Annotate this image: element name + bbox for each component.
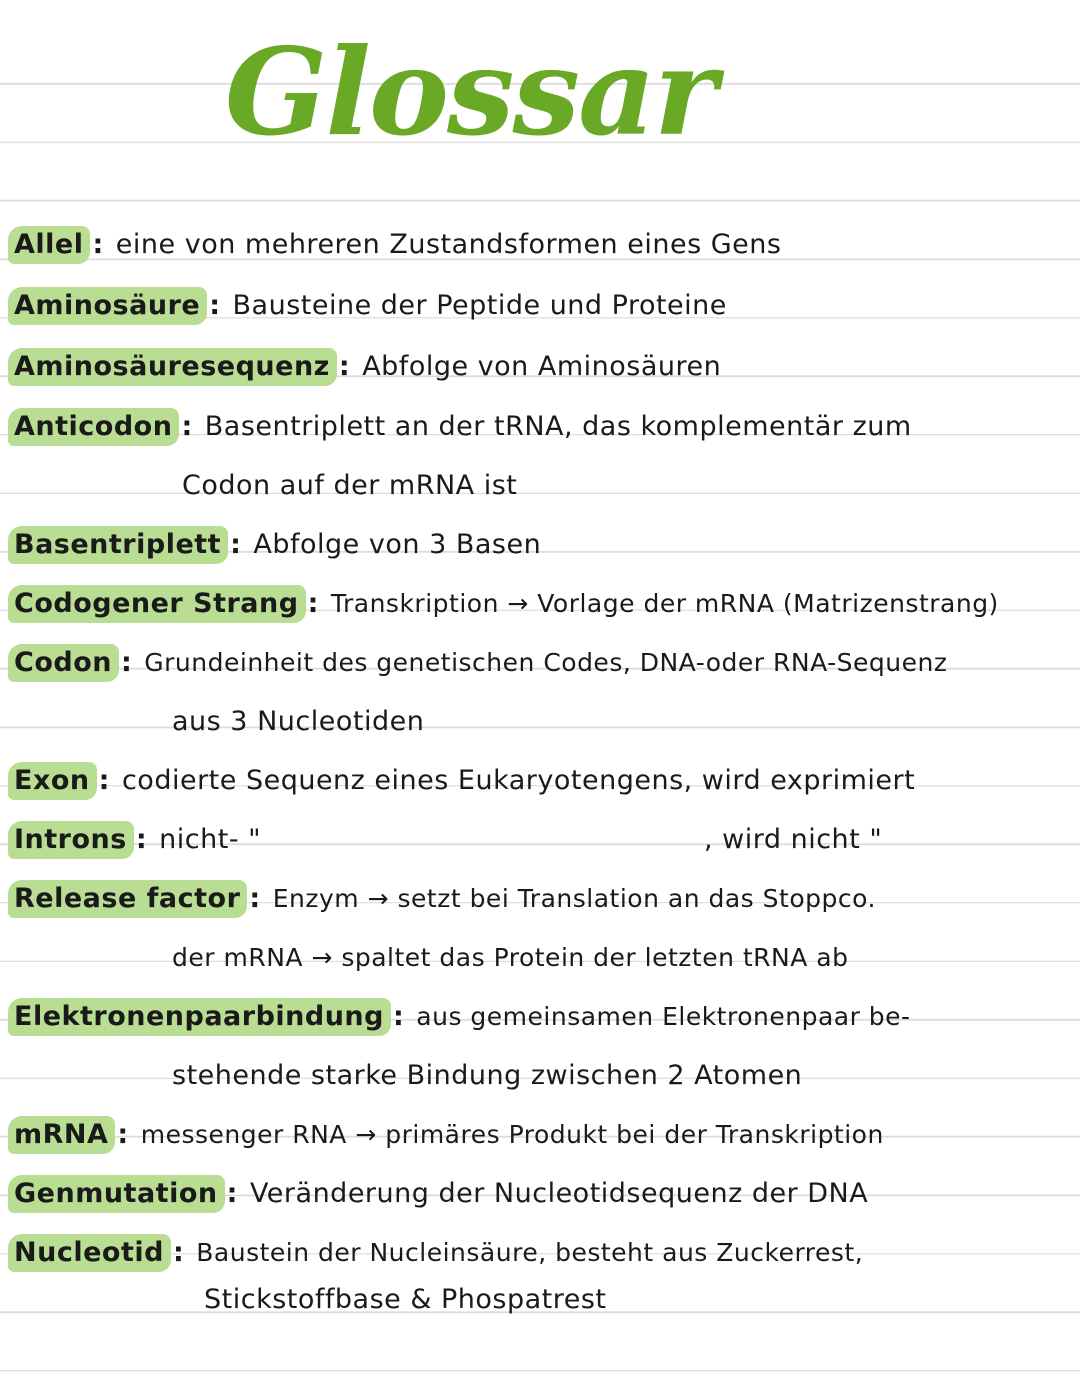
glossary-entry-anticodon: Anticodon : Basentriplett an der tRNA, das komplementär zum (8, 408, 1072, 446)
glossary-entry-aminosaeure: Aminosäure : Bausteine der Peptide und Proteine (8, 287, 1072, 325)
term-definition: Transkription → Vorlage der mRNA (Matrizenstrang) (330, 589, 999, 618)
term-highlight: Aminosäuresequenz (8, 348, 337, 386)
term-definition-continued: stehende starke Bindung zwischen 2 Atomen (172, 1060, 803, 1091)
term-definition-continued: Stickstoffbase & Phospatrest (204, 1284, 607, 1315)
term-highlight: Codogener Strang (8, 585, 306, 623)
glossary-entry-release-factor: Release factor : Enzym → setzt bei Translation an das Stoppco. (8, 880, 1072, 918)
term-definition-continued: aus 3 Nucleotiden (172, 706, 425, 737)
glossary-entry-nucleotid: Nucleotid : Baustein der Nucleinsäure, besteht aus Zuckerrest, (8, 1234, 1072, 1272)
term-definition: eine von mehreren Zustandsformen eines Gens (115, 229, 782, 260)
term-definition: Baustein der Nucleinsäure, besteht aus Zuckerrest, (196, 1238, 864, 1267)
term-highlight: Genmutation (8, 1175, 225, 1213)
term-definition: Abfolge von Aminosäuren (362, 351, 722, 382)
term-definition: Basentriplett an der tRNA, das komplementär zum (204, 411, 912, 442)
term-definition: aus gemeinsamen Elektronenpaar be- (416, 1002, 911, 1031)
term-definition-continued: Codon auf der mRNA ist (182, 470, 518, 501)
term-definition: Abfolge von 3 Basen (253, 529, 542, 560)
term-highlight: Release factor (8, 880, 247, 918)
term-highlight: Nucleotid (8, 1234, 171, 1272)
term-definition: Grundeinheit des genetischen Codes, DNA-oder RNA-Sequenz (144, 648, 948, 677)
glossary-entry-mrna: mRNA : messenger RNA → primäres Produkt bei der Transkription (8, 1116, 1072, 1154)
glossary-entry-codon: Codon : Grundeinheit des genetischen Codes, DNA-oder RNA-Sequenz (8, 644, 1072, 682)
glossary-entry-exon: Exon : codierte Sequenz eines Eukaryotengens, wird exprimiert (8, 762, 1072, 800)
term-highlight: Codon (8, 644, 119, 682)
term-definition-ditto: , wird nicht " (704, 824, 883, 855)
term-definition: Bausteine der Peptide und Proteine (232, 290, 727, 321)
term-definition-continued: der mRNA → spaltet das Protein der letzten tRNA ab (172, 943, 849, 972)
term-highlight: Aminosäure (8, 287, 207, 325)
glossary-entry-allel: Allel : eine von mehreren Zustandsformen eines Gens (8, 226, 1072, 264)
term-highlight: Anticodon (8, 408, 179, 446)
term-highlight: Introns (8, 821, 134, 859)
glossary-entry-basentriplett: Basentriplett : Abfolge von 3 Basen (8, 526, 1072, 564)
page-title: Glossar (224, 22, 716, 163)
glossary-entry-aminosaeuresequenz: Aminosäuresequenz : Abfolge von Aminosäuren (8, 348, 1072, 386)
term-definition: messenger RNA → primäres Produkt bei der Transkription (140, 1120, 884, 1149)
glossary-entry-genmutation: Genmutation : Veränderung der Nucleotidsequenz der DNA (8, 1175, 1072, 1213)
glossary-entry-introns: Introns : nicht- " , wird nicht " (8, 821, 1072, 859)
term-highlight: Exon (8, 762, 97, 800)
term-highlight: mRNA (8, 1116, 115, 1154)
term-highlight: Basentriplett (8, 526, 228, 564)
glossary-entry-elektronenpaarbindung: Elektronenpaarbindung : aus gemeinsamen Elektronenpaar be- (8, 998, 1072, 1036)
term-definition: Veränderung der Nucleotidsequenz der DNA (249, 1178, 869, 1209)
term-highlight: Elektronenpaarbindung (8, 998, 391, 1036)
term-definition: codierte Sequenz eines Eukaryotengens, wird exprimiert (121, 765, 916, 796)
term-highlight: Allel (8, 226, 90, 264)
glossary-entry-codogener-strang: Codogener Strang : Transkription → Vorlage der mRNA (Matrizenstrang) (8, 585, 1072, 623)
term-definition: nicht- " (159, 824, 262, 855)
term-definition: Enzym → setzt bei Translation an das Stoppco. (272, 884, 876, 913)
